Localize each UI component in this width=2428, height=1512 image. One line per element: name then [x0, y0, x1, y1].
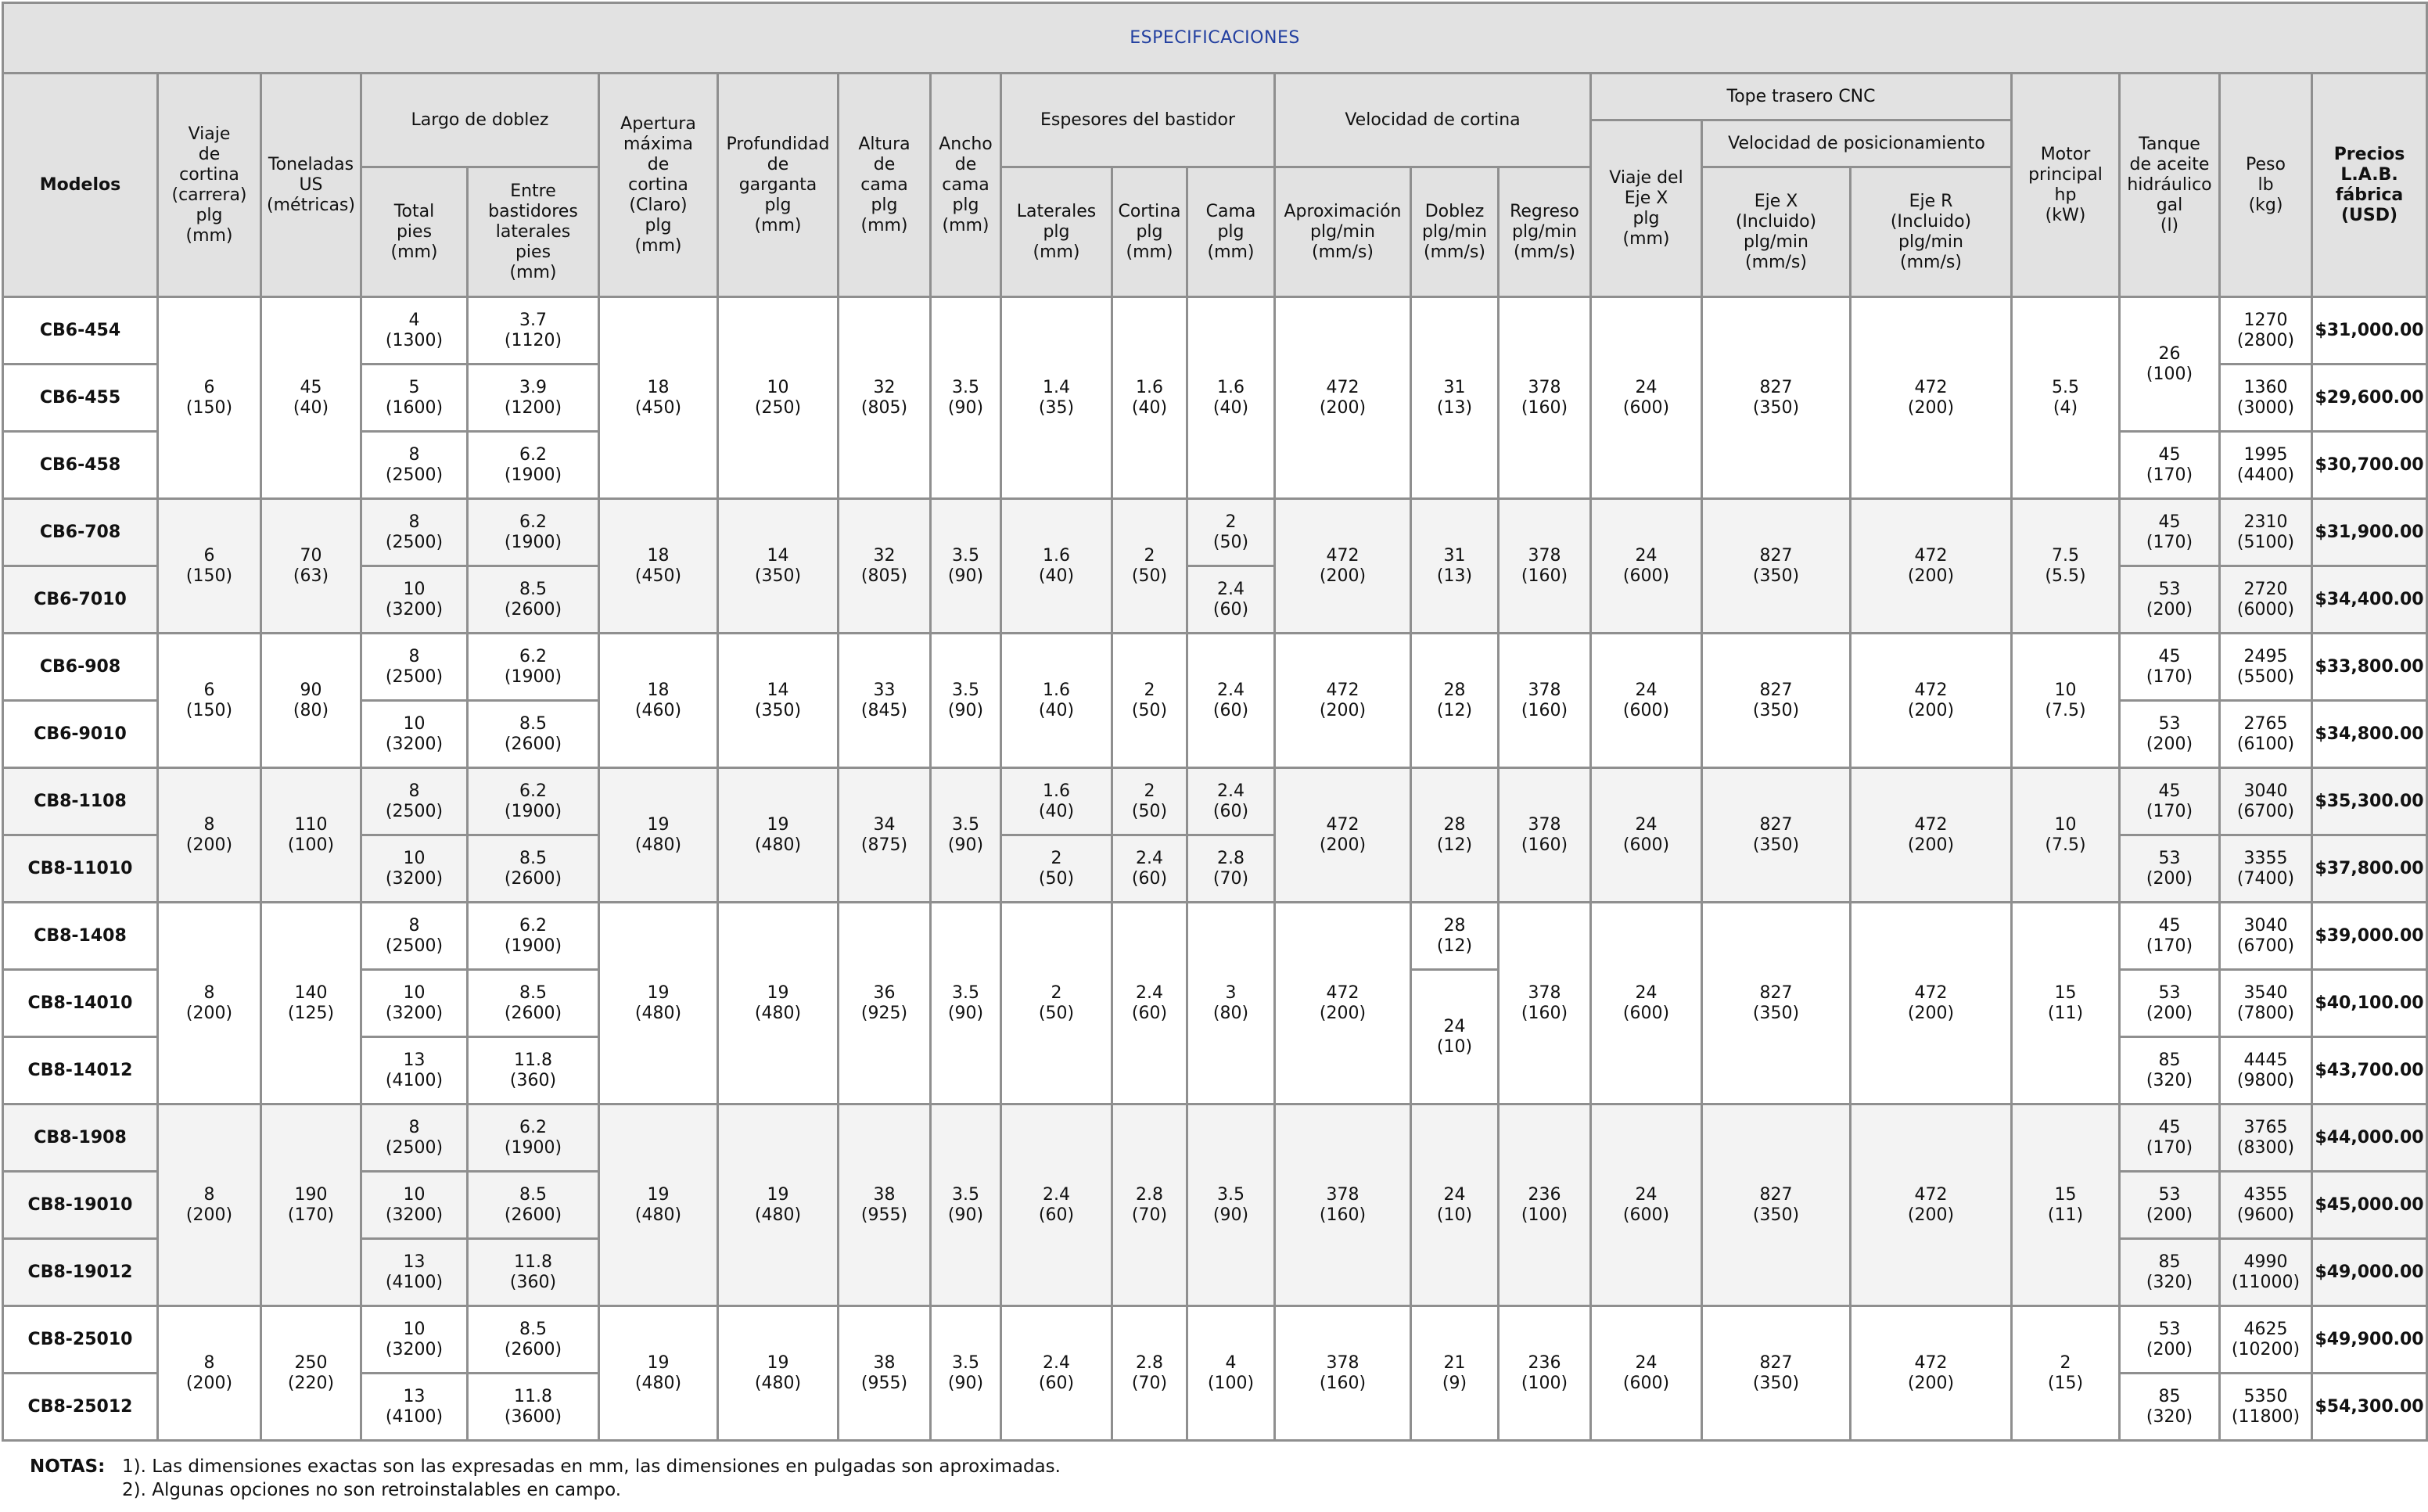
- cell-tanque: 53 (200): [2120, 1172, 2220, 1239]
- cell-precio: $34,400.00: [2312, 566, 2427, 634]
- cell-viaje-eje-x: 24 (600): [1591, 768, 1702, 903]
- cell-ancho-cama: 3.5 (90): [931, 634, 1001, 768]
- cell-largo-total: 8 (2500): [361, 1104, 468, 1172]
- table-row: [3, 499, 2427, 566]
- cell-largo-total: 8 (2500): [361, 903, 468, 970]
- cell-eje-x: 827 (350): [1702, 499, 1851, 634]
- cell-viaje-eje-x: 24 (600): [1591, 1104, 1702, 1306]
- cell-eje-r: 472 (200): [1851, 634, 2012, 768]
- cell-altura-cama: 34 (875): [839, 768, 931, 903]
- header-viaje-eje-x: Viaje del Eje X plg (mm): [1591, 120, 1702, 297]
- table-title: ESPECIFICACIONES: [3, 3, 2427, 74]
- cell-largo-total: 4 (1300): [361, 297, 468, 365]
- cell-precio: $49,000.00: [2312, 1239, 2427, 1306]
- cell-tanque: 45 (170): [2120, 634, 2220, 701]
- cell-vel-aprox: 472 (200): [1275, 297, 1411, 499]
- header-tanque: Tanque de aceite hidráulico gal (l): [2120, 74, 2220, 297]
- cell-tanque: 85 (320): [2120, 1037, 2220, 1104]
- cell-precio: $31,900.00: [2312, 499, 2427, 566]
- cell-peso: 3355 (7400): [2220, 835, 2312, 903]
- cell-eje-x: 827 (350): [1702, 297, 1851, 499]
- cell-toneladas: 140 (125): [261, 903, 361, 1104]
- cell-peso: 2310 (5100): [2220, 499, 2312, 566]
- model-name: CB6-458: [3, 432, 158, 499]
- cell-vel-aprox: 472 (200): [1275, 499, 1411, 634]
- cell-vel-regreso: 378 (160): [1499, 903, 1591, 1104]
- cell-motor: 7.5 (5.5): [2012, 499, 2120, 634]
- cell-esp-cama: 3.5 (90): [1187, 1104, 1275, 1306]
- cell-vel-doblez: 24 (10): [1411, 1104, 1499, 1306]
- cell-precio: $37,800.00: [2312, 835, 2427, 903]
- model-name: CB8-14010: [3, 970, 158, 1037]
- cell-esp-cama: 1.6 (40): [1187, 297, 1275, 499]
- cell-ancho-cama: 3.5 (90): [931, 499, 1001, 634]
- cell-largo-entre: 6.2 (1900): [468, 768, 599, 835]
- header-esp-cama: Cama plg (mm): [1187, 167, 1275, 297]
- cell-eje-x: 827 (350): [1702, 903, 1851, 1104]
- cell-viaje-eje-x: 24 (600): [1591, 903, 1702, 1104]
- cell-altura-cama: 32 (805): [839, 499, 931, 634]
- cell-esp-laterales: 1.4 (35): [1001, 297, 1112, 499]
- cell-esp-laterales: 1.6 (40): [1001, 634, 1112, 768]
- header-motor: Motor principal hp (kW): [2012, 74, 2120, 297]
- cell-peso: 2720 (6000): [2220, 566, 2312, 634]
- cell-peso: 2765 (6100): [2220, 701, 2312, 768]
- cell-vel-regreso: 378 (160): [1499, 297, 1591, 499]
- header-toneladas: Toneladas US (métricas): [261, 74, 361, 297]
- cell-altura-cama: 32 (805): [839, 297, 931, 499]
- notes-label: NOTAS:: [30, 1456, 106, 1477]
- cell-apertura: 18 (450): [599, 297, 718, 499]
- cell-precio: $34,800.00: [2312, 701, 2427, 768]
- header-peso: Peso lb (kg): [2220, 74, 2312, 297]
- header-velocidad-posicionamiento: Velocidad de posicionamiento: [1702, 120, 2012, 167]
- cell-profundidad: 14 (350): [718, 499, 839, 634]
- cell-tanque: 45 (170): [2120, 768, 2220, 835]
- cell-motor: 15 (11): [2012, 1104, 2120, 1306]
- cell-profundidad: 19 (480): [718, 768, 839, 903]
- cell-precio: $44,000.00: [2312, 1104, 2427, 1172]
- cell-viaje-cortina: 6 (150): [158, 499, 261, 634]
- cell-largo-entre: 6.2 (1900): [468, 432, 599, 499]
- header-esp-laterales: Laterales plg (mm): [1001, 167, 1112, 297]
- cell-precio: $29,600.00: [2312, 365, 2427, 432]
- header-vel-aprox: Aproximación plg/min (mm/s): [1275, 167, 1411, 297]
- cell-peso: 4355 (9600): [2220, 1172, 2312, 1239]
- cell-eje-x: 827 (350): [1702, 1306, 1851, 1441]
- cell-viaje-eje-x: 24 (600): [1591, 499, 1702, 634]
- cell-largo-entre: 8.5 (2600): [468, 1172, 599, 1239]
- model-name: CB8-25010: [3, 1306, 158, 1374]
- table-row: [3, 1306, 2427, 1374]
- header-espesores: Espesores del bastidor: [1001, 74, 1275, 167]
- cell-ancho-cama: 3.5 (90): [931, 903, 1001, 1104]
- cell-profundidad: 19 (480): [718, 1306, 839, 1441]
- cell-largo-entre: 6.2 (1900): [468, 634, 599, 701]
- cell-largo-total: 10 (3200): [361, 566, 468, 634]
- cell-vel-regreso: 378 (160): [1499, 768, 1591, 903]
- cell-largo-total: 8 (2500): [361, 432, 468, 499]
- table-row: [3, 768, 2427, 835]
- cell-vel-doblez: 31 (13): [1411, 499, 1499, 634]
- table-row: [3, 903, 2427, 970]
- cell-motor: 5.5 (4): [2012, 297, 2120, 499]
- cell-largo-total: 10 (3200): [361, 970, 468, 1037]
- cell-largo-entre: 6.2 (1900): [468, 1104, 599, 1172]
- header-vel-doblez: Doblez plg/min (mm/s): [1411, 167, 1499, 297]
- cell-esp-cama: 2.4 (60): [1187, 768, 1275, 835]
- cell-esp-laterales: 1.6 (40): [1001, 768, 1112, 835]
- cell-largo-entre: 6.2 (1900): [468, 903, 599, 970]
- cell-eje-x: 827 (350): [1702, 1104, 1851, 1306]
- cell-largo-entre: 11.8 (3600): [468, 1374, 599, 1441]
- cell-toneladas: 45 (40): [261, 297, 361, 499]
- cell-profundidad: 10 (250): [718, 297, 839, 499]
- cell-tanque: 53 (200): [2120, 835, 2220, 903]
- model-name: CB8-19010: [3, 1172, 158, 1239]
- model-name: CB6-9010: [3, 701, 158, 768]
- cell-peso: 5350 (11800): [2220, 1374, 2312, 1441]
- header-tope-trasero: Tope trasero CNC: [1591, 74, 2012, 120]
- cell-largo-total: 5 (1600): [361, 365, 468, 432]
- cell-viaje-cortina: 8 (200): [158, 903, 261, 1104]
- cell-esp-laterales: 2 (50): [1001, 835, 1112, 903]
- cell-viaje-eje-x: 24 (600): [1591, 1306, 1702, 1441]
- cell-eje-x: 827 (350): [1702, 634, 1851, 768]
- cell-largo-total: 10 (3200): [361, 1172, 468, 1239]
- cell-viaje-cortina: 8 (200): [158, 1104, 261, 1306]
- header-modelos: Modelos: [3, 74, 158, 297]
- cell-eje-r: 472 (200): [1851, 903, 2012, 1104]
- cell-tanque: 53 (200): [2120, 566, 2220, 634]
- cell-largo-entre: 8.5 (2600): [468, 835, 599, 903]
- cell-largo-total: 13 (4100): [361, 1239, 468, 1306]
- cell-peso: 1360 (3000): [2220, 365, 2312, 432]
- header-eje-r: Eje R (Incluido) plg/min (mm/s): [1851, 167, 2012, 297]
- cell-eje-r: 472 (200): [1851, 768, 2012, 903]
- cell-largo-total: 10 (3200): [361, 1306, 468, 1374]
- cell-esp-cortina: 2.8 (70): [1112, 1104, 1187, 1306]
- cell-largo-total: 8 (2500): [361, 499, 468, 566]
- cell-motor: 10 (7.5): [2012, 634, 2120, 768]
- cell-toneladas: 190 (170): [261, 1104, 361, 1306]
- cell-peso: 3040 (6700): [2220, 768, 2312, 835]
- cell-peso: 3765 (8300): [2220, 1104, 2312, 1172]
- cell-esp-cortina: 2.4 (60): [1112, 835, 1187, 903]
- cell-vel-doblez: 21 (9): [1411, 1306, 1499, 1441]
- cell-largo-total: 8 (2500): [361, 768, 468, 835]
- header-altura-cama: Altura de cama plg (mm): [839, 74, 931, 297]
- cell-esp-cortina: 2 (50): [1112, 768, 1187, 835]
- cell-vel-regreso: 236 (100): [1499, 1306, 1591, 1441]
- cell-precio: $39,000.00: [2312, 903, 2427, 970]
- cell-esp-laterales: 2.4 (60): [1001, 1306, 1112, 1441]
- cell-esp-cortina: 2.4 (60): [1112, 903, 1187, 1104]
- cell-tanque: 85 (320): [2120, 1374, 2220, 1441]
- cell-vel-aprox: 472 (200): [1275, 634, 1411, 768]
- cell-apertura: 18 (450): [599, 499, 718, 634]
- cell-esp-cortina: 2 (50): [1112, 634, 1187, 768]
- model-name: CB6-908: [3, 634, 158, 701]
- model-name: CB8-1408: [3, 903, 158, 970]
- cell-esp-cama: 2.4 (60): [1187, 566, 1275, 634]
- cell-eje-r: 472 (200): [1851, 1104, 2012, 1306]
- cell-viaje-eje-x: 24 (600): [1591, 297, 1702, 499]
- cell-esp-cama: 2.4 (60): [1187, 634, 1275, 768]
- cell-toneladas: 90 (80): [261, 634, 361, 768]
- cell-precio: $54,300.00: [2312, 1374, 2427, 1441]
- cell-esp-cama: 2 (50): [1187, 499, 1275, 566]
- cell-profundidad: 14 (350): [718, 634, 839, 768]
- cell-largo-entre: 11.8 (360): [468, 1037, 599, 1104]
- header-precios: Precios L.A.B. fábrica (USD): [2312, 74, 2427, 297]
- cell-apertura: 19 (480): [599, 768, 718, 903]
- model-name: CB8-25012: [3, 1374, 158, 1441]
- model-name: CB8-14012: [3, 1037, 158, 1104]
- cell-largo-entre: 8.5 (2600): [468, 970, 599, 1037]
- cell-eje-x: 827 (350): [1702, 768, 1851, 903]
- cell-ancho-cama: 3.5 (90): [931, 768, 1001, 903]
- cell-tanque: 45 (170): [2120, 432, 2220, 499]
- cell-viaje-cortina: 8 (200): [158, 768, 261, 903]
- cell-apertura: 19 (480): [599, 903, 718, 1104]
- cell-vel-regreso: 236 (100): [1499, 1104, 1591, 1306]
- header-esp-cortina: Cortina plg (mm): [1112, 167, 1187, 297]
- cell-largo-entre: 8.5 (2600): [468, 701, 599, 768]
- cell-apertura: 18 (460): [599, 634, 718, 768]
- cell-motor: 15 (11): [2012, 903, 2120, 1104]
- header-apertura: Apertura máxima de cortina (Claro) plg (mm): [599, 74, 718, 297]
- cell-peso: 2495 (5500): [2220, 634, 2312, 701]
- header-largo-doblez: Largo de doblez: [361, 74, 599, 167]
- cell-tanque: 26 (100): [2120, 297, 2220, 432]
- cell-esp-laterales: 2.4 (60): [1001, 1104, 1112, 1306]
- cell-tanque: 53 (200): [2120, 970, 2220, 1037]
- header-viaje-cortina: Viaje de cortina (carrera) plg (mm): [158, 74, 261, 297]
- cell-esp-laterales: 1.6 (40): [1001, 499, 1112, 634]
- cell-esp-cama: 4 (100): [1187, 1306, 1275, 1441]
- cell-esp-laterales: 2 (50): [1001, 903, 1112, 1104]
- cell-vel-regreso: 378 (160): [1499, 634, 1591, 768]
- cell-ancho-cama: 3.5 (90): [931, 1306, 1001, 1441]
- model-name: CB6-708: [3, 499, 158, 566]
- cell-ancho-cama: 3.5 (90): [931, 1104, 1001, 1306]
- cell-profundidad: 19 (480): [718, 903, 839, 1104]
- cell-altura-cama: 33 (845): [839, 634, 931, 768]
- header-velocidad-cortina: Velocidad de cortina: [1275, 74, 1591, 167]
- header-largo-total: Total pies (mm): [361, 167, 468, 297]
- cell-esp-cortina: 1.6 (40): [1112, 297, 1187, 499]
- cell-apertura: 19 (480): [599, 1104, 718, 1306]
- cell-viaje-cortina: 6 (150): [158, 634, 261, 768]
- header-largo-entre: Entre bastidores laterales pies (mm): [468, 167, 599, 297]
- cell-peso: 4990 (11000): [2220, 1239, 2312, 1306]
- note-2: 2). Algunas opciones no son retroinstalables en campo.: [122, 1480, 622, 1500]
- cell-eje-r: 472 (200): [1851, 297, 2012, 499]
- cell-precio: $40,100.00: [2312, 970, 2427, 1037]
- cell-esp-cama: 3 (80): [1187, 903, 1275, 1104]
- model-name: CB6-455: [3, 365, 158, 432]
- cell-precio: $49,900.00: [2312, 1306, 2427, 1374]
- cell-esp-cortina: 2.8 (70): [1112, 1306, 1187, 1441]
- cell-largo-entre: 8.5 (2600): [468, 1306, 599, 1374]
- cell-largo-total: 13 (4100): [361, 1374, 468, 1441]
- cell-eje-r: 472 (200): [1851, 1306, 2012, 1441]
- cell-toneladas: 70 (63): [261, 499, 361, 634]
- cell-toneladas: 110 (100): [261, 768, 361, 903]
- cell-largo-entre: 11.8 (360): [468, 1239, 599, 1306]
- cell-peso: 1270 (2800): [2220, 297, 2312, 365]
- cell-motor: 2 (15): [2012, 1306, 2120, 1441]
- cell-tanque: 85 (320): [2120, 1239, 2220, 1306]
- model-name: CB8-1908: [3, 1104, 158, 1172]
- model-name: CB6-454: [3, 297, 158, 365]
- cell-largo-total: 13 (4100): [361, 1037, 468, 1104]
- cell-viaje-eje-x: 24 (600): [1591, 634, 1702, 768]
- header-eje-x: Eje X (Incluido) plg/min (mm/s): [1702, 167, 1851, 297]
- table-row: [3, 634, 2427, 701]
- cell-precio: $31,000.00: [2312, 297, 2427, 365]
- model-name: CB8-1108: [3, 768, 158, 835]
- cell-largo-total: 8 (2500): [361, 634, 468, 701]
- cell-apertura: 19 (480): [599, 1306, 718, 1441]
- cell-tanque: 45 (170): [2120, 903, 2220, 970]
- cell-peso: 4445 (9800): [2220, 1037, 2312, 1104]
- cell-motor: 10 (7.5): [2012, 768, 2120, 903]
- spec-table: [2, 2, 2428, 1442]
- cell-peso: 3540 (7800): [2220, 970, 2312, 1037]
- cell-peso: 1995 (4400): [2220, 432, 2312, 499]
- model-name: CB6-7010: [3, 566, 158, 634]
- cell-toneladas: 250 (220): [261, 1306, 361, 1441]
- cell-vel-doblez: 28 (12): [1411, 768, 1499, 903]
- cell-tanque: 45 (170): [2120, 1104, 2220, 1172]
- header-ancho-cama: Ancho de cama plg (mm): [931, 74, 1001, 297]
- cell-vel-aprox: 472 (200): [1275, 768, 1411, 903]
- cell-precio: $45,000.00: [2312, 1172, 2427, 1239]
- cell-largo-entre: 6.2 (1900): [468, 499, 599, 566]
- cell-vel-aprox: 378 (160): [1275, 1306, 1411, 1441]
- cell-largo-total: 10 (3200): [361, 701, 468, 768]
- table-row: [3, 1104, 2427, 1172]
- cell-precio: $35,300.00: [2312, 768, 2427, 835]
- cell-tanque: 45 (170): [2120, 499, 2220, 566]
- header-vel-regreso: Regreso plg/min (mm/s): [1499, 167, 1591, 297]
- cell-vel-regreso: 378 (160): [1499, 499, 1591, 634]
- table-row: [3, 297, 2427, 365]
- cell-vel-doblez: 31 (13): [1411, 297, 1499, 499]
- cell-precio: $30,700.00: [2312, 432, 2427, 499]
- cell-viaje-cortina: 6 (150): [158, 297, 261, 499]
- cell-precio: $43,700.00: [2312, 1037, 2427, 1104]
- cell-largo-entre: 3.9 (1200): [468, 365, 599, 432]
- cell-eje-r: 472 (200): [1851, 499, 2012, 634]
- cell-viaje-cortina: 8 (200): [158, 1306, 261, 1441]
- cell-precio: $33,800.00: [2312, 634, 2427, 701]
- cell-peso: 3040 (6700): [2220, 903, 2312, 970]
- cell-vel-aprox: 472 (200): [1275, 903, 1411, 1104]
- cell-tanque: 53 (200): [2120, 1306, 2220, 1374]
- cell-esp-cama: 2.8 (70): [1187, 835, 1275, 903]
- cell-vel-doblez: 28 (12): [1411, 903, 1499, 970]
- cell-vel-doblez: 24 (10): [1411, 970, 1499, 1104]
- cell-peso: 4625 (10200): [2220, 1306, 2312, 1374]
- model-name: CB8-11010: [3, 835, 158, 903]
- cell-tanque: 53 (200): [2120, 701, 2220, 768]
- cell-largo-entre: 3.7 (1120): [468, 297, 599, 365]
- cell-largo-entre: 8.5 (2600): [468, 566, 599, 634]
- cell-esp-cortina: 2 (50): [1112, 499, 1187, 634]
- cell-vel-aprox: 378 (160): [1275, 1104, 1411, 1306]
- cell-altura-cama: 38 (955): [839, 1104, 931, 1306]
- model-name: CB8-19012: [3, 1239, 158, 1306]
- cell-vel-doblez: 28 (12): [1411, 634, 1499, 768]
- header-profundidad: Profundidad de garganta plg (mm): [718, 74, 839, 297]
- cell-altura-cama: 38 (955): [839, 1306, 931, 1441]
- note-1: 1). Las dimensiones exactas son las expresadas en mm, las dimensiones en pulgadas son aproximadas.: [122, 1456, 1061, 1477]
- cell-largo-total: 10 (3200): [361, 835, 468, 903]
- cell-ancho-cama: 3.5 (90): [931, 297, 1001, 499]
- cell-profundidad: 19 (480): [718, 1104, 839, 1306]
- cell-altura-cama: 36 (925): [839, 903, 931, 1104]
